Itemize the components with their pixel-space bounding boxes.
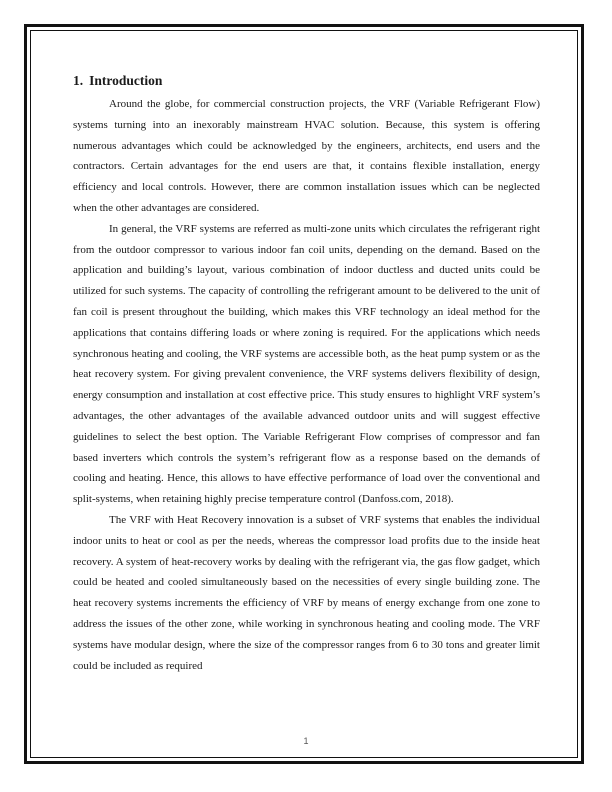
paragraph-3: The VRF with Heat Recovery innovation is a subset of VRF systems that enables the individual indoor units to heat or cool as per the needs, whereas the compressor load profits due to the inside heat recovery. A system of heat-recovery works by dealing with the refrigerant via, the gas flow gadget, which could be heated and cooled simultaneously based on the necessities of every single building zone. The heat recovery systems increments the efficiency of VRF by means of energy exchange from one zone to address the issues of the other zone, while working in synchronous heating and cooling mode. The VRF systems have modular design, where the size of the compressor ranges from 6 to 30 tons and greater limit could be included as required [73,513,540,672]
paragraph-2: In general, the VRF systems are referred as multi-zone units which circulates the refrigerant right from the outdoor compressor to various indoor fan coil units, depending on the demand. Based on the application and building’s layout, various combination of indoor ductless and ducted units could be utilized for such systems. The capacity of controlling the refrigerant amount to be delivered to the unit of fan coil is present throughout the building, which makes this VRF technology an ideal method for the applications that contains differing loads or where zoning is required. For the applications which needs synchronous heating and cooling, the VRF systems are accessible both, as the heat pump system or as the heat recovery system. For giving prevalent convenience, the VRF systems delivers flexibility of design, energy consumption and installation at cost effective price. This study ensures to highlight VRF system’s advantages, the other advantages of the available advanced outdoor units and will suggest effective guidelines to select the best option. The Variable Refrigerant Flow comprises of compressor and fan based inverters which controls the system’s refrigerant flow as a response based on the demands of cooling and heating. Hence, this allows to have effective performance of load over the conventional and split-systems, when retaining highly precise temperature control (Danfoss.com, 2018). [73,222,540,506]
page-number: 1 [303,736,309,746]
section-title: Introduction [89,73,163,88]
document-body [73,72,540,676]
section-number: 1. [73,73,84,88]
paragraph-1: Around the globe, for commercial construction projects, the VRF (Variable Refrigerant Flow) systems turning into an inexorably mainstream HVAC solution. Because, this system is offering numerous advantages which could be acknowledged by the engineers, architects, end users and the contractors. Certain advantages for the end users are that, it contains flexible installation, energy efficiency and local controls. However, there are common installation issues which can be neglected when the other advantages are considered. [73,98,540,214]
section-heading [73,72,540,90]
